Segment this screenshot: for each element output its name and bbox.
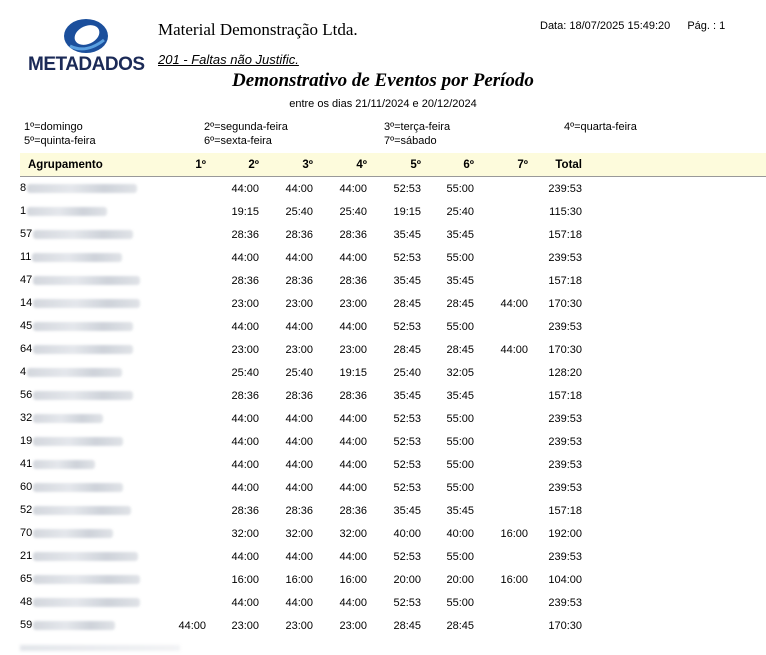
table-body — [20, 178, 766, 638]
row-day-4: 44:00 — [339, 459, 367, 471]
row-day-5: 52:53 — [393, 597, 421, 609]
row-day-5: 52:53 — [393, 482, 421, 494]
redacted-name — [33, 552, 138, 561]
row-day-3: 28:36 — [285, 505, 313, 517]
header-day-1: 1º — [195, 159, 206, 171]
row-day-6: 35:45 — [446, 505, 474, 517]
row-day-4: 28:36 — [339, 390, 367, 402]
row-day-2: 16:00 — [231, 574, 259, 586]
report-period: entre os dias 21/11/2024 e 20/12/2024 — [289, 98, 477, 110]
row-day-2: 23:00 — [231, 620, 259, 632]
row-total: 239:53 — [548, 482, 582, 494]
row-agrupamento — [20, 527, 140, 539]
row-day-6: 40:00 — [446, 528, 474, 540]
redacted-name — [33, 575, 140, 584]
row-code: 4 — [20, 366, 27, 378]
row-day-2: 25:40 — [231, 367, 259, 379]
row-day-6: 28:45 — [446, 298, 474, 310]
row-day-3: 28:36 — [285, 229, 313, 241]
row-code: 47 — [20, 274, 33, 286]
row-agrupamento — [20, 596, 140, 608]
legend-item: 2º=segunda-feira — [204, 121, 288, 133]
header-day-6: 6º — [463, 159, 474, 171]
row-day-3: 23:00 — [285, 344, 313, 356]
redacted-name — [33, 345, 133, 354]
table-row — [20, 569, 766, 592]
row-day-7: 16:00 — [500, 574, 528, 586]
table-row — [20, 293, 766, 316]
row-total: 239:53 — [548, 413, 582, 425]
row-day-2: 44:00 — [231, 436, 259, 448]
row-day-3: 25:40 — [285, 367, 313, 379]
legend-item — [564, 135, 744, 149]
redacted-name — [33, 276, 140, 285]
row-day-2: 23:00 — [231, 344, 259, 356]
redacted-name — [27, 207, 107, 216]
row-agrupamento — [20, 366, 140, 378]
redacted-name — [27, 184, 137, 193]
table-row — [20, 500, 766, 523]
row-day-3: 16:00 — [285, 574, 313, 586]
redacted-name — [33, 414, 103, 423]
row-day-5: 52:53 — [393, 252, 421, 264]
row-day-6: 55:00 — [446, 183, 474, 195]
row-code: 70 — [20, 527, 33, 539]
row-total: 128:20 — [548, 367, 582, 379]
row-day-3: 44:00 — [285, 252, 313, 264]
row-day-6: 55:00 — [446, 436, 474, 448]
table-row — [20, 523, 766, 546]
row-agrupamento — [20, 320, 140, 332]
header-day-4: 4º — [356, 159, 367, 171]
table-row — [20, 431, 766, 454]
row-day-5: 52:53 — [393, 183, 421, 195]
row-day-5: 35:45 — [393, 275, 421, 287]
row-day-2: 19:15 — [231, 206, 259, 218]
row-day-4: 28:36 — [339, 505, 367, 517]
table-row — [20, 546, 766, 569]
row-code: 48 — [20, 596, 33, 608]
table-row — [20, 362, 766, 385]
row-code: 19 — [20, 435, 33, 447]
row-agrupamento — [20, 274, 140, 286]
row-code: 8 — [20, 182, 27, 194]
row-total: 157:18 — [548, 275, 582, 287]
document-meta — [540, 20, 739, 32]
row-day-4: 44:00 — [339, 252, 367, 264]
row-agrupamento — [20, 389, 140, 401]
table-row — [20, 316, 766, 339]
row-agrupamento — [20, 481, 140, 493]
row-agrupamento — [20, 435, 140, 447]
row-day-2: 28:36 — [231, 390, 259, 402]
row-day-3: 23:00 — [285, 620, 313, 632]
legend-item: 1º=domingo — [24, 121, 83, 133]
legend-row — [24, 121, 744, 135]
row-day-4: 32:00 — [339, 528, 367, 540]
legend-item: 6º=sexta-feira — [204, 135, 272, 147]
row-day-6: 32:05 — [446, 367, 474, 379]
row-code: 1 — [20, 205, 27, 217]
row-code: 65 — [20, 573, 33, 585]
redacted-name — [27, 368, 122, 377]
row-day-6: 55:00 — [446, 413, 474, 425]
redacted-name — [33, 529, 113, 538]
redacted-name — [33, 391, 133, 400]
row-day-5: 52:53 — [393, 413, 421, 425]
row-day-2: 44:00 — [231, 551, 259, 563]
row-day-5: 25:40 — [393, 367, 421, 379]
logo-ring-icon — [60, 16, 112, 56]
row-total: 239:53 — [548, 597, 582, 609]
row-day-4: 44:00 — [339, 597, 367, 609]
row-day-5: 35:45 — [393, 390, 421, 402]
row-agrupamento — [20, 504, 140, 516]
row-day-6: 55:00 — [446, 482, 474, 494]
row-day-2: 32:00 — [231, 528, 259, 540]
redacted-name — [33, 621, 115, 630]
row-day-6: 35:45 — [446, 275, 474, 287]
redacted-name — [33, 506, 131, 515]
metadados-logo — [24, 16, 154, 74]
legend-item: 3º=terça-feira — [384, 121, 451, 133]
row-code: 59 — [20, 619, 33, 631]
row-total: 239:53 — [548, 321, 582, 333]
row-total: 239:53 — [548, 252, 582, 264]
redacted-name — [33, 299, 140, 308]
row-agrupamento — [20, 297, 140, 309]
row-day-2: 44:00 — [231, 252, 259, 264]
row-day-2: 44:00 — [231, 482, 259, 494]
row-day-6: 28:45 — [446, 620, 474, 632]
row-code: 64 — [20, 343, 33, 355]
row-total: 192:00 — [548, 528, 582, 540]
redacted-name — [33, 437, 123, 446]
row-day-4: 44:00 — [339, 413, 367, 425]
row-agrupamento — [20, 343, 140, 355]
row-code: 52 — [20, 504, 33, 516]
row-total: 157:18 — [548, 505, 582, 517]
table-row — [20, 477, 766, 500]
row-total: 239:53 — [548, 183, 582, 195]
row-total: 239:53 — [548, 436, 582, 448]
report-title: Demonstrativo de Eventos por Período — [232, 70, 534, 91]
table-row — [20, 201, 766, 224]
row-code: 60 — [20, 481, 33, 493]
row-day-4: 44:00 — [339, 436, 367, 448]
row-day-6: 55:00 — [446, 252, 474, 264]
row-total: 170:30 — [548, 620, 582, 632]
row-day-5: 52:53 — [393, 459, 421, 471]
row-day-3: 28:36 — [285, 390, 313, 402]
table-row — [20, 247, 766, 270]
row-day-3: 44:00 — [285, 597, 313, 609]
row-day-3: 44:00 — [285, 482, 313, 494]
row-day-3: 44:00 — [285, 459, 313, 471]
row-day-6: 20:00 — [446, 574, 474, 586]
row-day-3: 28:36 — [285, 275, 313, 287]
row-day-5: 28:45 — [393, 344, 421, 356]
row-day-2: 28:36 — [231, 275, 259, 287]
row-code: 45 — [20, 320, 33, 332]
row-day-6: 55:00 — [446, 321, 474, 333]
row-total: 115:30 — [549, 206, 582, 218]
row-day-6: 55:00 — [446, 459, 474, 471]
row-agrupamento — [20, 251, 140, 263]
redacted-row-fragment — [20, 645, 180, 651]
row-day-3: 25:40 — [285, 206, 313, 218]
redacted-name — [33, 460, 95, 469]
row-day-3: 23:00 — [285, 298, 313, 310]
row-day-4: 44:00 — [339, 183, 367, 195]
row-code: 14 — [20, 297, 33, 309]
row-day-4: 44:00 — [339, 482, 367, 494]
row-day-2: 28:36 — [231, 229, 259, 241]
redacted-name — [33, 483, 123, 492]
table-row — [20, 224, 766, 247]
weekday-legend — [24, 121, 744, 149]
row-code: 57 — [20, 228, 33, 240]
row-day-2: 44:00 — [231, 321, 259, 333]
row-agrupamento — [20, 573, 140, 585]
row-total: 239:53 — [548, 551, 582, 563]
row-day-4: 44:00 — [339, 551, 367, 563]
table-row — [20, 339, 766, 362]
row-agrupamento — [20, 458, 140, 470]
row-total: 239:53 — [548, 459, 582, 471]
redacted-name — [32, 253, 122, 262]
row-code: 56 — [20, 389, 33, 401]
row-day-3: 44:00 — [285, 413, 313, 425]
table-row — [20, 592, 766, 615]
row-day-6: 55:00 — [446, 597, 474, 609]
row-day-4: 44:00 — [339, 321, 367, 333]
redacted-name — [33, 598, 140, 607]
company-name: Material Demonstração Ltda. — [158, 20, 358, 39]
row-agrupamento — [20, 182, 140, 194]
row-day-5: 28:45 — [393, 298, 421, 310]
row-agrupamento — [20, 550, 140, 562]
row-day-6: 55:00 — [446, 551, 474, 563]
page-number: Pág. : 1 — [687, 20, 726, 32]
redacted-name — [33, 322, 133, 331]
row-day-6: 28:45 — [446, 344, 474, 356]
row-day-4: 23:00 — [339, 298, 367, 310]
row-day-2: 23:00 — [231, 298, 259, 310]
redacted-name — [33, 230, 133, 239]
row-day-4: 28:36 — [339, 229, 367, 241]
row-day-4: 28:36 — [339, 275, 367, 287]
table-row — [20, 615, 766, 638]
row-day-5: 52:53 — [393, 321, 421, 333]
header-day-2: 2º — [248, 159, 259, 171]
row-day-5: 52:53 — [393, 551, 421, 563]
row-day-3: 44:00 — [285, 551, 313, 563]
row-day-7: 44:00 — [500, 344, 528, 356]
row-day-4: 19:15 — [339, 367, 367, 379]
table-row — [20, 270, 766, 293]
row-day-3: 44:00 — [285, 436, 313, 448]
row-day-3: 44:00 — [285, 321, 313, 333]
header-agrupamento: Agrupamento — [28, 159, 103, 171]
report-code-link[interactable]: 201 - Faltas não Justific. — [158, 52, 299, 67]
legend-item: 4º=quarta-feira — [564, 121, 637, 133]
row-agrupamento — [20, 412, 140, 424]
row-agrupamento — [20, 205, 140, 217]
row-day-2: 44:00 — [231, 597, 259, 609]
header-day-7: 7º — [517, 159, 528, 171]
row-day-5: 19:15 — [393, 206, 421, 218]
row-day-5: 28:45 — [393, 620, 421, 632]
row-day-4: 23:00 — [339, 620, 367, 632]
row-day-2: 44:00 — [231, 459, 259, 471]
row-day-5: 35:45 — [393, 229, 421, 241]
row-day-5: 20:00 — [393, 574, 421, 586]
header-total: Total — [555, 159, 582, 171]
row-total: 170:30 — [548, 298, 582, 310]
row-day-2: 28:36 — [231, 505, 259, 517]
table-row — [20, 454, 766, 477]
row-day-5: 35:45 — [393, 505, 421, 517]
row-total: 157:18 — [548, 390, 582, 402]
row-day-7: 16:00 — [500, 528, 528, 540]
row-day-7: 44:00 — [500, 298, 528, 310]
row-day-4: 23:00 — [339, 344, 367, 356]
row-total: 170:30 — [548, 344, 582, 356]
row-day-6: 25:40 — [446, 206, 474, 218]
row-day-2: 44:00 — [231, 183, 259, 195]
legend-row — [24, 135, 744, 149]
row-day-5: 52:53 — [393, 436, 421, 448]
header-day-3: 3º — [302, 159, 313, 171]
row-day-6: 35:45 — [446, 390, 474, 402]
table-row — [20, 178, 766, 201]
row-day-3: 44:00 — [285, 183, 313, 195]
row-total: 157:18 — [548, 229, 582, 241]
legend-item: 5º=quinta-feira — [24, 135, 96, 147]
row-day-6: 35:45 — [446, 229, 474, 241]
row-day-4: 25:40 — [339, 206, 367, 218]
row-code: 21 — [20, 550, 33, 562]
row-code: 41 — [20, 458, 33, 470]
row-agrupamento — [20, 619, 140, 631]
row-total: 104:00 — [548, 574, 582, 586]
row-agrupamento — [20, 228, 140, 240]
print-date: Data: 18/07/2025 15:49:20 — [540, 20, 671, 32]
row-code: 32 — [20, 412, 33, 424]
header-day-5: 5º — [410, 159, 421, 171]
row-day-5: 40:00 — [393, 528, 421, 540]
table-header — [20, 153, 766, 177]
row-day-2: 44:00 — [231, 413, 259, 425]
row-day-3: 32:00 — [285, 528, 313, 540]
row-day-4: 16:00 — [339, 574, 367, 586]
legend-item: 7º=sábado — [384, 135, 437, 147]
row-code: 11 — [20, 251, 32, 263]
logo-text: METADADOS — [28, 54, 145, 75]
table-row — [20, 385, 766, 408]
table-row — [20, 408, 766, 431]
row-day-1: 44:00 — [178, 620, 206, 632]
